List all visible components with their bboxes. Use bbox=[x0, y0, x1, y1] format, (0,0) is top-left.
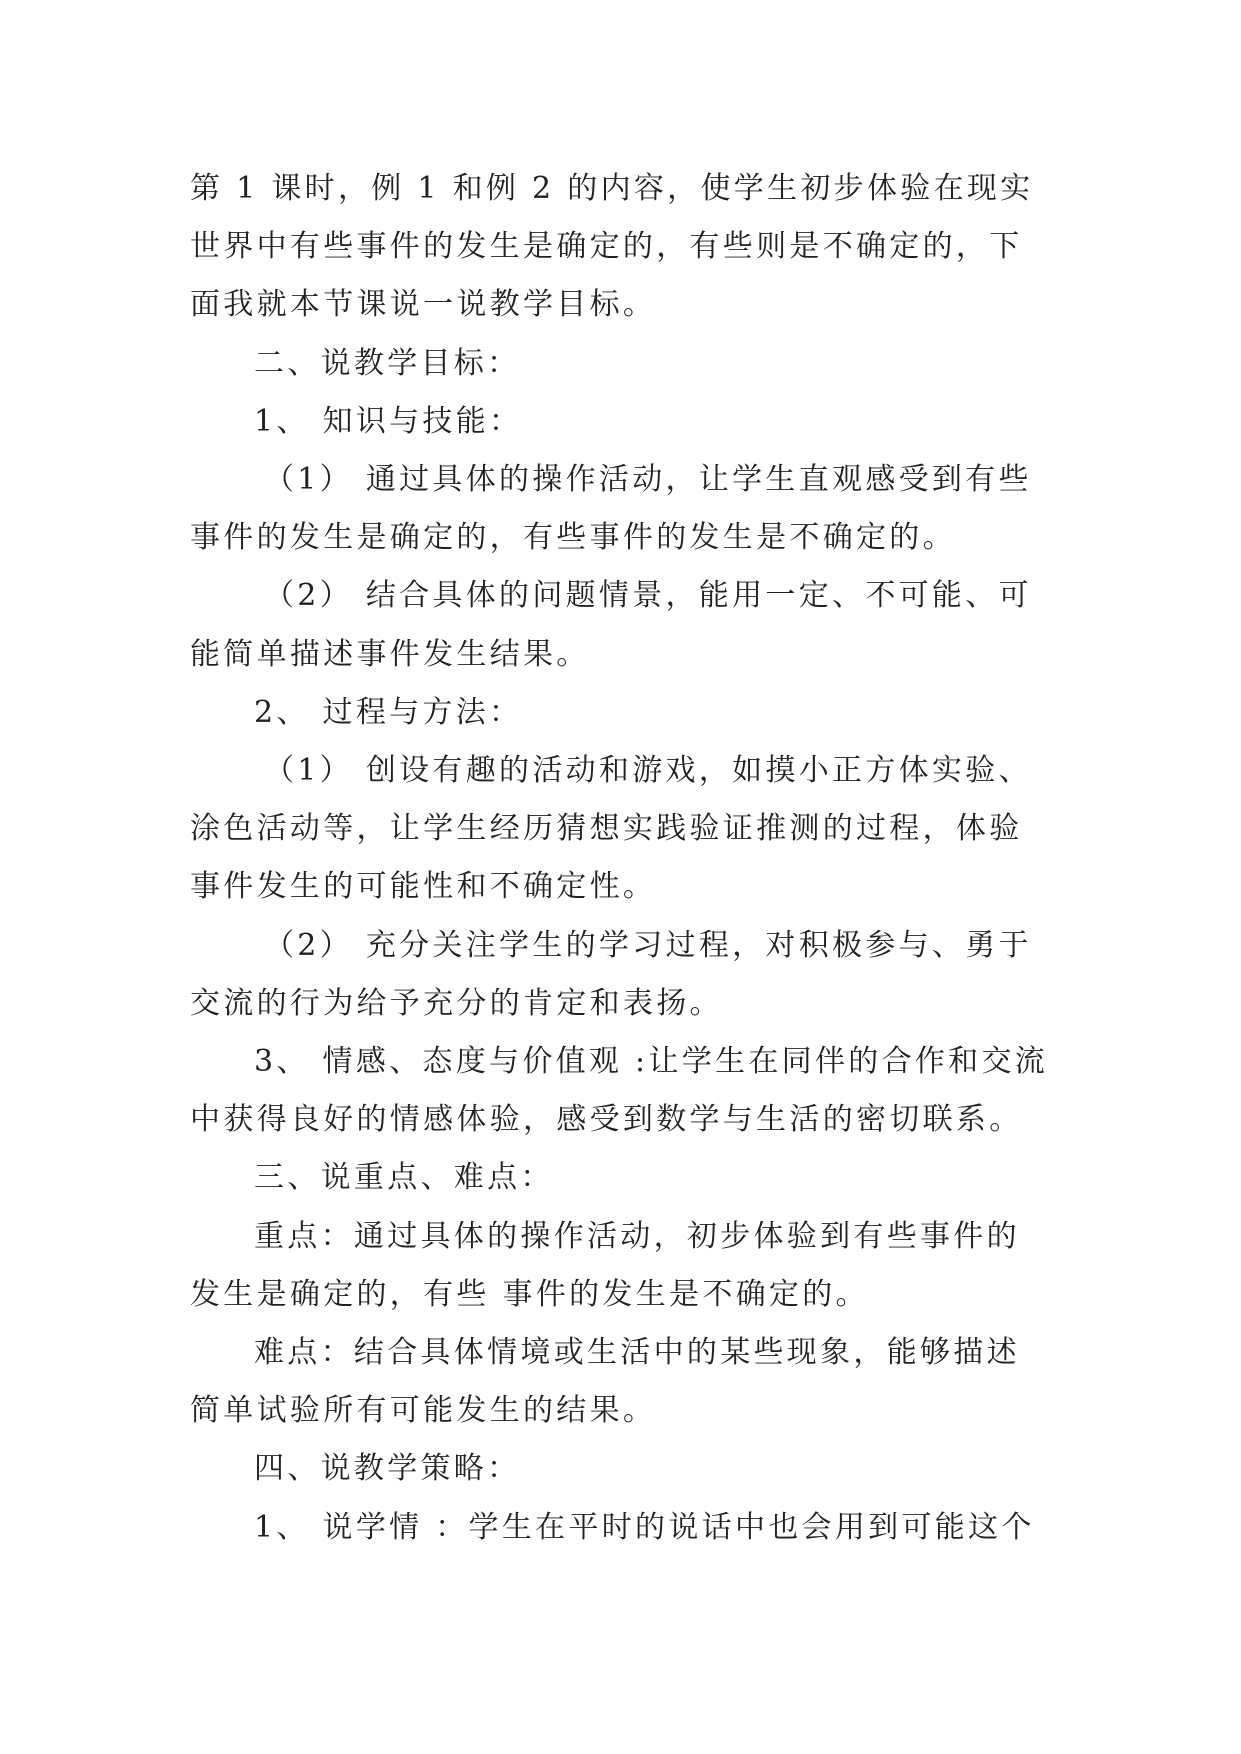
subheading-emotion-values: 3、 情感、态度与价值观 :让学生在同伴的合作和交流中获得良好的情感体验，感受到数学与生活的密切联系。 bbox=[190, 1044, 1049, 1138]
list-item-knowledge-1: （1） 通过具体的操作活动，让学生直观感受到有些事件的发生是确定的，有些事件的发生是不确定的。 bbox=[190, 462, 1032, 556]
list-item-process-2: （2） 充分关注学生的学习过程，对积极参与、勇于交流的行为给予充分的肯定和表扬。 bbox=[190, 927, 1032, 1021]
subheading-knowledge-skills: 1、 知识与技能： bbox=[254, 403, 523, 439]
list-item-process-1: （1） 创设有趣的活动和游戏，如摸小正方体实验、涂色活动等，让学生经历猜想实践验证推测的过程，体验事件发生的可能性和不确定性。 bbox=[190, 753, 1032, 905]
paragraph-student-analysis: 1、 说学情 ：学生在平时的说话中也会用到可能这个 bbox=[254, 1509, 1035, 1545]
list-item-knowledge-2: （2） 结合具体的问题情景，能用一定、不可能、可能简单描述事件发生结果。 bbox=[190, 578, 1032, 672]
paragraph-key-point: 重点：通过具体的操作活动，初步体验到有些事件的发生是确定的，有些 事件的发生是不确定的。 bbox=[190, 1218, 1020, 1312]
heading-key-points: 三、说重点、难点： bbox=[254, 1160, 554, 1196]
subheading-process-methods: 2、 过程与方法： bbox=[254, 694, 523, 730]
heading-teaching-strategy: 四、说教学策略： bbox=[254, 1451, 521, 1487]
document-body bbox=[190, 160, 1050, 1557]
heading-teaching-goals: 二、说教学目标： bbox=[254, 345, 521, 381]
paragraph-intro: 第 1 课时，例 1 和例 2 的内容，使学生初步体验在现实世界中有些事件的发生是确定的，有些则是不确定的，下面我就本节课说一说教学目标。 bbox=[190, 171, 1034, 323]
paragraph-difficulty: 难点：结合具体情境或生活中的某些现象，能够描述简单试验所有可能发生的结果。 bbox=[190, 1335, 1020, 1429]
